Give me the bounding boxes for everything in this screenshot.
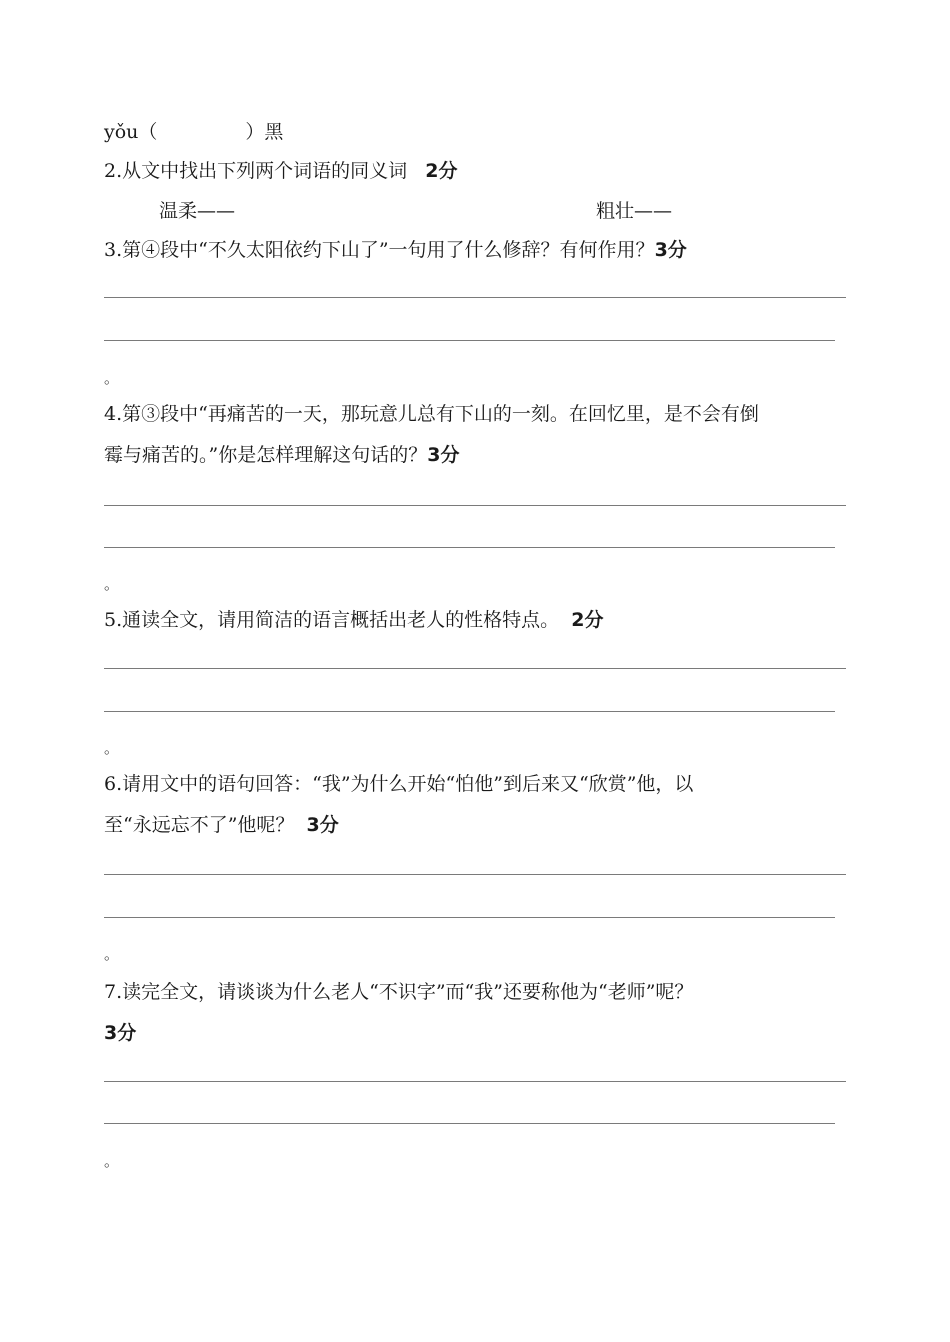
period-mark: 。 — [104, 945, 120, 963]
question-4-line2 — [104, 443, 459, 467]
question-4-line1: 4.第③段中“再痛苦的一天，那玩意儿总有下山的一刻。在回忆里，是不会有倒 — [104, 403, 759, 425]
question-6-line2 — [104, 813, 339, 837]
question-6-line1: 6.请用文中的语句回答：“我”为什么开始“怕他”到后来又“欣赏”他，以 — [104, 773, 694, 795]
q1-close: ）黑 — [245, 121, 284, 143]
question-6-text: 至“永远忘不了”他呢？ — [104, 814, 295, 836]
question-2-word2: 粗壮—— — [596, 200, 673, 222]
question-5 — [104, 608, 603, 632]
question-4-text: 霉与痛苦的。”你是怎样理解这句话的？ — [104, 444, 428, 466]
question-3-points: 3分 — [654, 239, 687, 261]
question-5-text: 5.通读全文，请用简洁的语言概括出老人的性格特点。 — [104, 609, 560, 631]
answer-line[interactable] — [104, 340, 835, 341]
period-mark: 。 — [104, 739, 120, 757]
question-2 — [104, 159, 458, 183]
q1-pinyin-line — [104, 120, 283, 144]
period-mark: 。 — [104, 369, 120, 387]
answer-line[interactable] — [104, 711, 835, 712]
answer-line[interactable] — [104, 505, 846, 506]
question-2-points: 2分 — [425, 160, 458, 182]
answer-line[interactable] — [104, 917, 835, 918]
question-7-line1: 7.读完全文，请谈谈为什么老人“不识字”而“我”还要称他为“老师”呢？ — [104, 981, 694, 1003]
answer-line[interactable] — [104, 874, 846, 875]
question-3 — [104, 238, 687, 262]
answer-line[interactable] — [104, 297, 846, 298]
period-mark: 。 — [104, 1152, 120, 1170]
question-4-points: 3分 — [427, 444, 460, 466]
question-6-points: 3分 — [306, 814, 339, 836]
answer-line[interactable] — [104, 1081, 846, 1082]
question-2-word1: 温柔—— — [159, 200, 236, 222]
answer-line[interactable] — [104, 547, 835, 548]
question-3-text: 3.第④段中“不久太阳依约下山了”一句用了什么修辞？有何作用？ — [104, 239, 655, 261]
q1-pinyin: yǒu（ — [104, 121, 158, 143]
question-7-points: 3分 — [104, 1022, 137, 1044]
answer-line[interactable] — [104, 1123, 835, 1124]
question-7-line2 — [104, 1021, 136, 1045]
period-mark: 。 — [104, 575, 120, 593]
question-2-text: 2.从文中找出下列两个词语的同义词 — [104, 160, 408, 182]
answer-line[interactable] — [104, 668, 846, 669]
question-5-points: 2分 — [571, 609, 604, 631]
